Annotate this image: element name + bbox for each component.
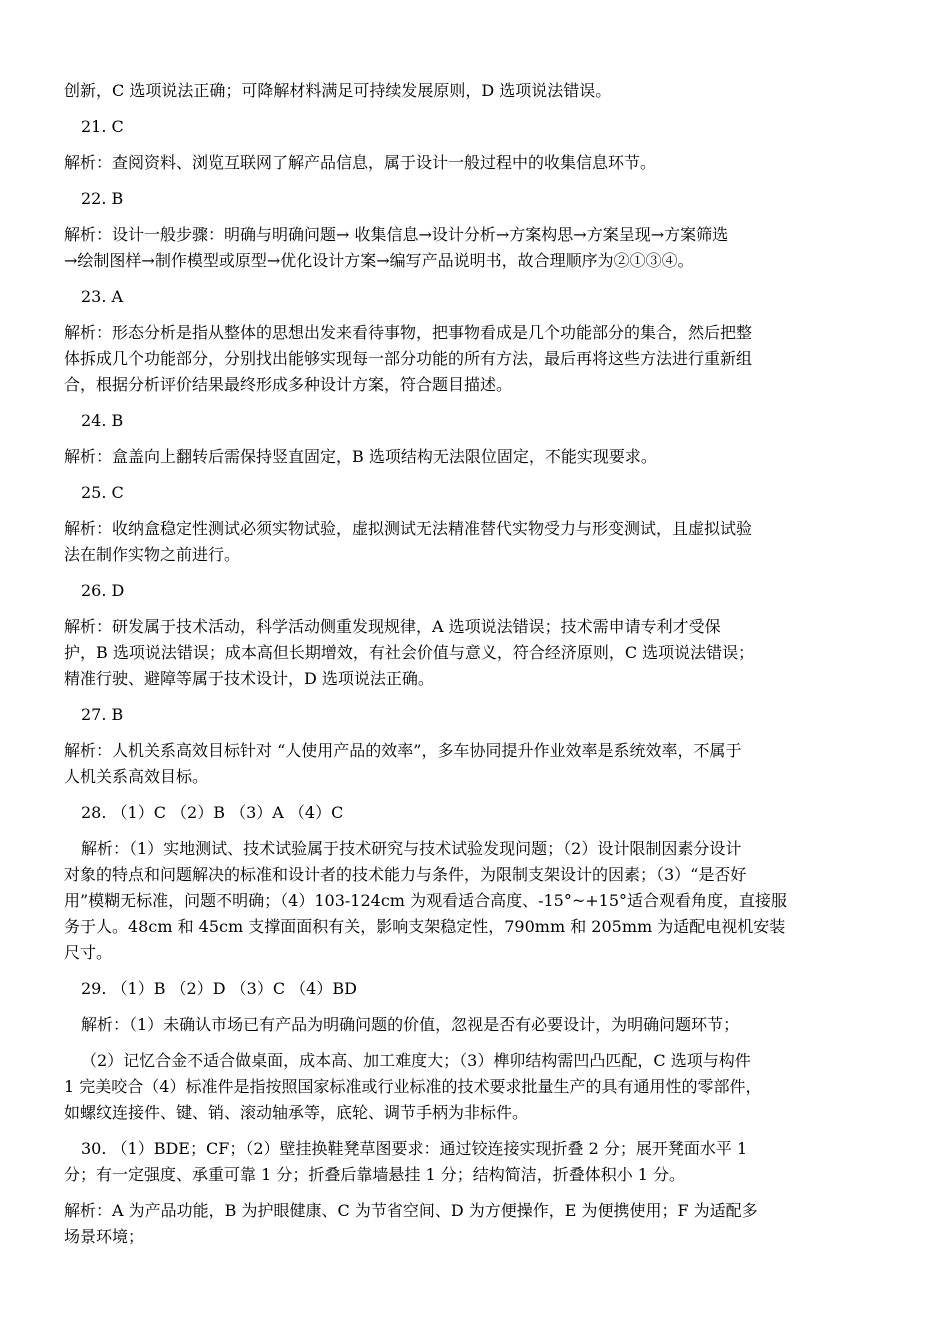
text-line: 用”模糊无标准，问题不明确；（4）103-124cm 为观看适合高度、-15°~+15°适合观看角度，直接服	[64, 891, 788, 910]
explanation-paragraph	[64, 614, 890, 692]
text-line: 27. B	[81, 705, 124, 724]
text-line: 创新，C 选项说法正确；可降解材料满足可持续发展原则，D 选项说法错误。	[64, 81, 612, 100]
text-line: 解析：（1）实地测试、技术试验属于技术研究与技术试验发现问题；（2）设计限制因素分设计	[81, 839, 742, 858]
explanation-paragraph	[64, 1048, 890, 1126]
text-line: 法在制作实物之前进行。	[64, 545, 241, 564]
text-line: 28. （1）C （2）B （3）A （4）C	[81, 803, 344, 822]
answer-line	[64, 480, 890, 506]
text-line: 尺寸。	[64, 943, 113, 962]
text-line: 解析：人机关系高效目标针对 “人使用产品的效率”，多车协同提升作业效率是系统效率，不属于	[64, 741, 742, 760]
explanation-paragraph	[64, 836, 890, 966]
text-line: 解析：（1）未确认市场已有产品为明确问题的价值，忽视是否有必要设计，为明确问题环节；	[81, 1015, 740, 1034]
text-line: （2）记忆合金不适合做桌面，成本高、加工难度大；（3）榫卯结构需凹凸匹配，C 选项与构件	[81, 1051, 751, 1070]
text-line: 解析：收纳盒稳定性测试必须实物试验，虚拟测试无法精准替代实物受力与形变测试，且虚拟试验	[64, 519, 753, 538]
text-line: 24. B	[81, 411, 124, 430]
text-line: 解析：盒盖向上翻转后需保持竖直固定，B 选项结构无法限位固定，不能实现要求。	[64, 447, 657, 466]
answer-line	[64, 114, 890, 140]
explanation-paragraph	[64, 320, 890, 398]
answer-line	[64, 408, 890, 434]
explanation-paragraph	[64, 78, 890, 104]
explanation-paragraph	[64, 516, 890, 568]
text-line: 23. A	[81, 287, 124, 306]
answer-line	[64, 578, 890, 604]
explanation-paragraph	[64, 1012, 890, 1038]
text-line: 体拆成几个功能部分，分别找出能够实现每一部分功能的所有方法，最后再将这些方法进行重新组	[64, 349, 753, 368]
text-line: 21. C	[81, 117, 124, 136]
explanation-paragraph	[64, 1136, 890, 1188]
explanation-paragraph	[64, 222, 890, 274]
answer-line	[64, 976, 890, 1002]
answer-line	[64, 702, 890, 728]
text-line: 29. （1）B （2）D （3）C （4）BD	[81, 979, 357, 998]
explanation-paragraph	[64, 444, 890, 470]
answer-line	[64, 284, 890, 310]
text-line: 护，B 选项说法错误；成本高但长期增效，有社会价值与意义，符合经济原则，C 选项说法错误；	[64, 643, 755, 662]
answer-key-content	[64, 78, 890, 1250]
text-line: 30. （1）BDE；CF；（2）壁挂换鞋凳草图要求：通过铰连接实现折叠 2 分；展开凳面水平 1	[81, 1139, 748, 1158]
explanation-paragraph	[64, 1198, 890, 1250]
explanation-paragraph	[64, 150, 890, 176]
text-line: 如螺纹连接件、键、销、滚动轴承等，底轮、调节手柄为非标件。	[64, 1103, 529, 1122]
text-line: 解析：形态分析是指从整体的思想出发来看待事物，把事物看成是几个功能部分的集合，然后把整	[64, 323, 753, 342]
text-line: 解析：查阅资料、浏览互联网了解产品信息，属于设计一般过程中的收集信息环节。	[64, 153, 657, 172]
text-line: 解析：A 为产品功能，B 为护眼健康、C 为节省空间、D 为方便操作，E 为便携使用；F 为适配多	[64, 1201, 758, 1220]
text-line: 分；有一定强度、承重可靠 1 分；折叠后靠墙悬挂 1 分；结构简洁，折叠体积小 1 分。	[64, 1165, 686, 1184]
text-line: 合，根据分析评价结果最终形成多种设计方案，符合题目描述。	[64, 375, 513, 394]
text-line: 1 完美咬合（4）标准件是指按照国家标准或行业标准的技术要求批量生产的具有通用性的零部件，	[64, 1077, 762, 1096]
text-line: 26. D	[81, 581, 125, 600]
text-line: 解析：设计一般步骤：明确与明确问题→ 收集信息→设计分析→方案构思→方案呈现→方案筛选	[64, 225, 729, 244]
text-line: 解析：研发属于技术活动，科学活动侧重发现规律，A 选项说法错误；技术需申请专利才受保	[64, 617, 721, 636]
text-line: 25. C	[81, 483, 124, 502]
text-line: →绘制图样→制作模型或原型→优化设计方案→编写产品说明书，故合理顺序为②①③④。	[64, 251, 694, 270]
text-line: 22. B	[81, 189, 124, 208]
text-line: 人机关系高效目标。	[64, 767, 209, 786]
text-line: 对象的特点和问题解决的标准和设计者的技术能力与条件，为限制支架设计的因素；（3）“是否好	[64, 865, 747, 884]
text-line: 场景环境；	[64, 1227, 145, 1246]
text-line: 务于人。48cm 和 45cm 支撑面面积有关，影响支架稳定性，790mm 和 205mm 为适配电视机安装	[64, 917, 786, 936]
answer-line	[64, 800, 890, 826]
text-line: 精准行驶、避障等属于技术设计，D 选项说法正确。	[64, 669, 434, 688]
answer-line	[64, 186, 890, 212]
explanation-paragraph	[64, 738, 890, 790]
